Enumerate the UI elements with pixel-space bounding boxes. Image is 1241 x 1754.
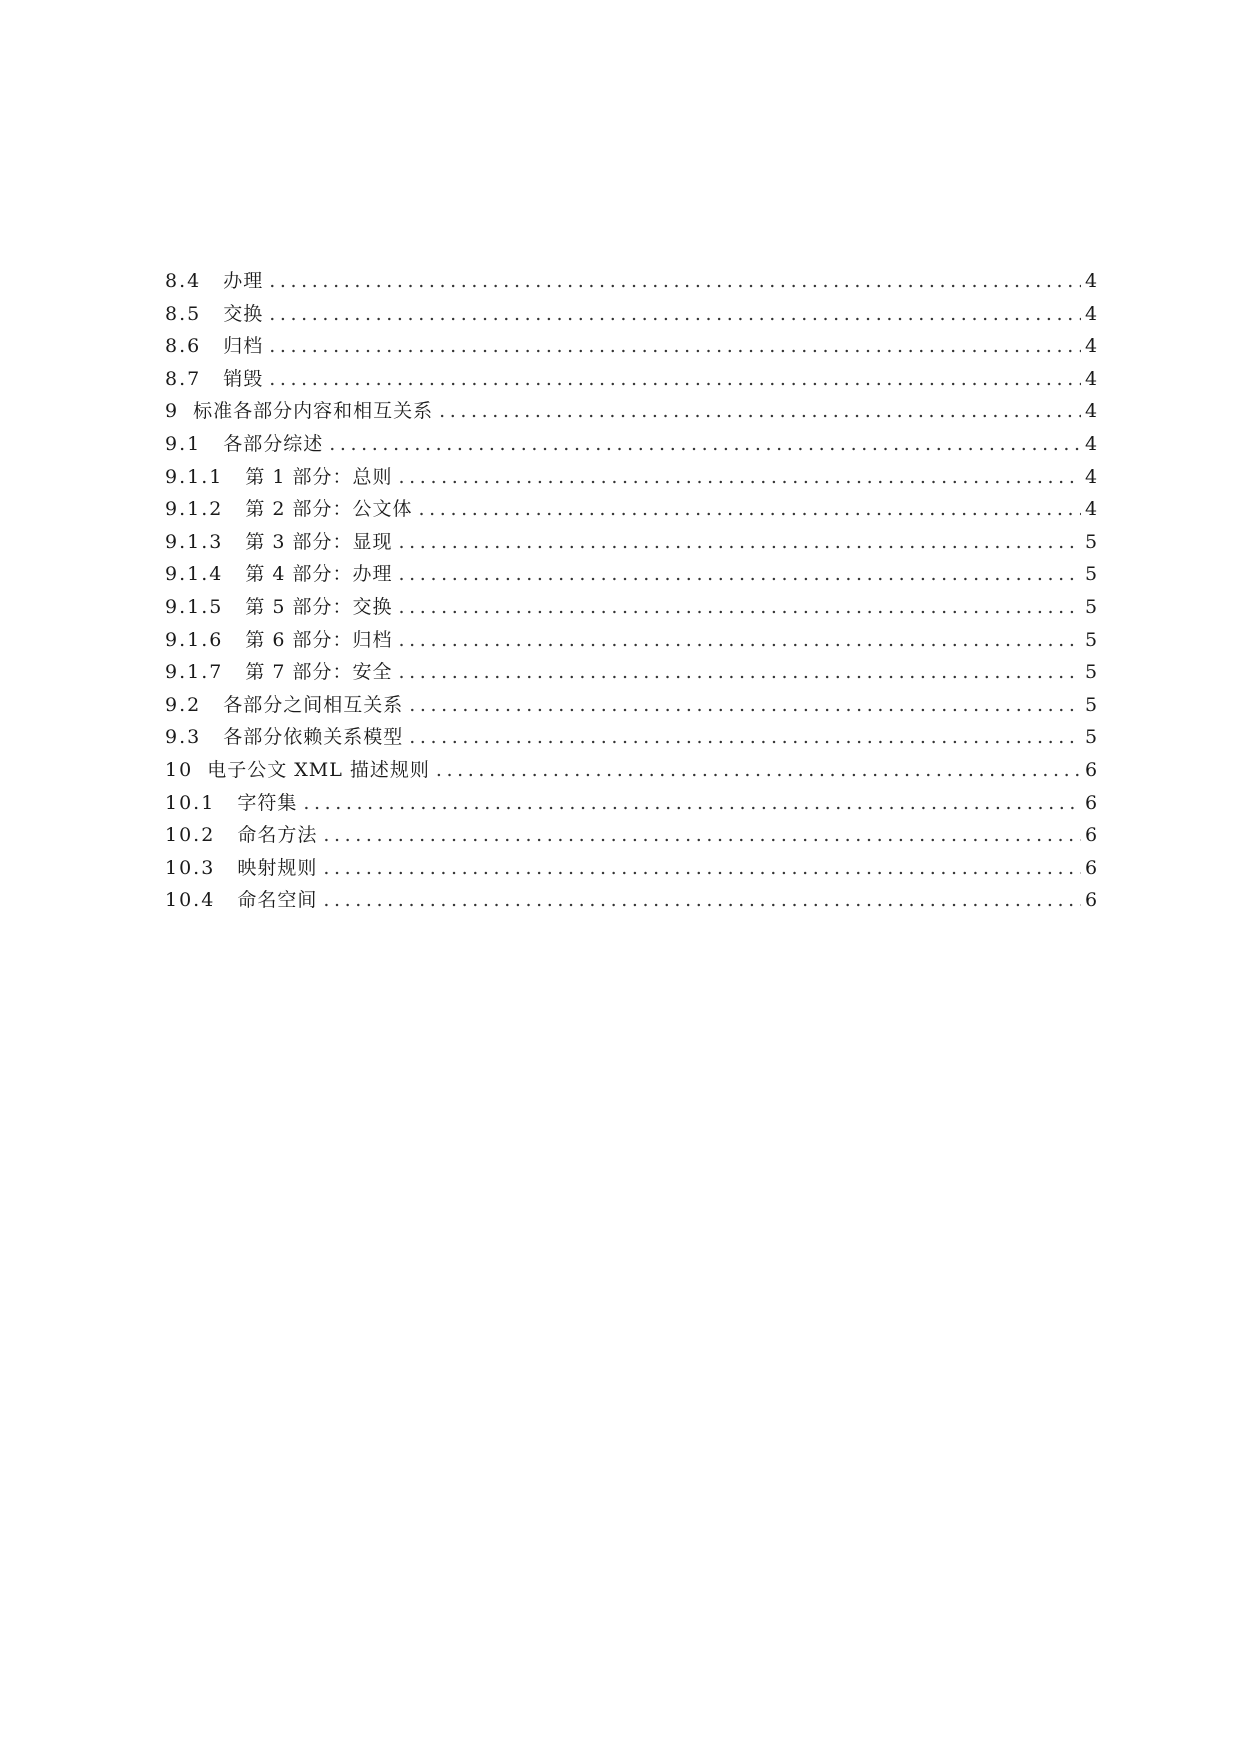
toc-section-title: 映射规则 bbox=[237, 856, 318, 879]
toc-entry bbox=[165, 526, 1097, 559]
toc-entry bbox=[165, 461, 1097, 494]
toc-entry bbox=[165, 884, 1097, 917]
toc-dot-leader bbox=[399, 591, 1081, 624]
toc-section-title: 归档 bbox=[223, 335, 264, 358]
toc-page-number: 5 bbox=[1085, 595, 1098, 618]
toc-dot-leader bbox=[269, 363, 1081, 396]
toc-page-number: 6 bbox=[1085, 889, 1098, 912]
toc-entry bbox=[165, 558, 1097, 591]
toc-section-number: 10 bbox=[165, 758, 194, 781]
toc-page-number: 6 bbox=[1085, 791, 1098, 814]
toc-entry bbox=[165, 265, 1097, 298]
toc-section-number: 10.2 bbox=[165, 824, 216, 847]
toc-dot-leader bbox=[323, 819, 1081, 852]
toc-entry bbox=[165, 395, 1097, 428]
toc-section-number: 10.4 bbox=[165, 889, 216, 912]
toc-page-number: 6 bbox=[1085, 758, 1098, 781]
toc-entry bbox=[165, 689, 1097, 722]
toc-page-number: 5 bbox=[1085, 628, 1098, 651]
toc-section-number: 10.3 bbox=[165, 856, 216, 879]
toc-section-title: 各部分依赖关系模型 bbox=[223, 726, 404, 749]
toc-section-title: 第 6 部分：归档 bbox=[245, 628, 393, 651]
table-of-contents bbox=[165, 265, 1097, 917]
toc-section-number: 9.1.5 bbox=[165, 595, 224, 618]
toc-section-number: 9.1.7 bbox=[165, 661, 224, 684]
toc-page-number: 4 bbox=[1085, 302, 1098, 325]
toc-dot-leader bbox=[439, 395, 1081, 428]
toc-section-number: 9.1.2 bbox=[165, 498, 224, 521]
toc-dot-leader bbox=[436, 754, 1081, 787]
toc-dot-leader bbox=[409, 689, 1081, 722]
toc-page-number: 5 bbox=[1085, 726, 1098, 749]
toc-page-number: 4 bbox=[1085, 400, 1098, 423]
toc-section-title: 各部分之间相互关系 bbox=[223, 693, 404, 716]
toc-dot-leader bbox=[399, 461, 1081, 494]
toc-section-number: 10.1 bbox=[165, 791, 216, 814]
toc-page-number: 5 bbox=[1085, 530, 1098, 553]
toc-section-title: 第 4 部分：办理 bbox=[245, 563, 393, 586]
toc-section-number: 9 bbox=[165, 400, 180, 423]
toc-dot-leader bbox=[323, 884, 1081, 917]
toc-page-number: 5 bbox=[1085, 661, 1098, 684]
toc-section-title: 办理 bbox=[223, 270, 264, 292]
toc-section-title: 第 1 部分：总则 bbox=[245, 465, 393, 488]
toc-entry bbox=[165, 754, 1097, 787]
toc-dot-leader bbox=[399, 526, 1081, 559]
toc-section-title: 命名空间 bbox=[237, 889, 318, 912]
toc-dot-leader bbox=[303, 787, 1081, 820]
toc-dot-leader bbox=[269, 265, 1081, 298]
toc-page-number: 6 bbox=[1085, 856, 1098, 879]
toc-section-number: 9.1.3 bbox=[165, 530, 224, 553]
toc-page-number: 4 bbox=[1085, 465, 1098, 488]
toc-section-title: 第 7 部分：安全 bbox=[245, 661, 393, 684]
toc-page-number: 4 bbox=[1085, 432, 1098, 455]
toc-section-number: 8.5 bbox=[165, 302, 202, 325]
toc-section-number: 9.3 bbox=[165, 726, 202, 749]
toc-page-number: 5 bbox=[1085, 563, 1098, 586]
toc-section-number: 8.6 bbox=[165, 335, 202, 358]
toc-section-number: 8.7 bbox=[165, 367, 202, 390]
toc-section-number: 9.1.1 bbox=[165, 465, 224, 488]
toc-page-number: 4 bbox=[1085, 367, 1098, 390]
toc-entry bbox=[165, 493, 1097, 526]
toc-page-number: 4 bbox=[1085, 335, 1098, 358]
toc-page-number: 4 bbox=[1085, 498, 1098, 521]
toc-section-number: 9.2 bbox=[165, 693, 202, 716]
toc-section-title: 命名方法 bbox=[237, 824, 318, 847]
toc-dot-leader bbox=[399, 624, 1081, 657]
toc-entry bbox=[165, 363, 1097, 396]
toc-entry bbox=[165, 721, 1097, 754]
toc-entry bbox=[165, 428, 1097, 461]
toc-entry bbox=[165, 787, 1097, 820]
toc-section-number: 9.1.4 bbox=[165, 563, 224, 586]
toc-page-number: 6 bbox=[1085, 824, 1098, 847]
toc-entry bbox=[165, 852, 1097, 885]
toc-dot-leader bbox=[419, 493, 1081, 526]
toc-section-title: 第 3 部分：显现 bbox=[245, 530, 393, 553]
toc-section-title: 第 2 部分：公文体 bbox=[245, 498, 413, 521]
toc-section-title: 字符集 bbox=[237, 791, 298, 814]
toc-section-number: 9.1 bbox=[165, 432, 202, 455]
toc-section-title: 第 5 部分：交换 bbox=[245, 595, 393, 618]
toc-entry bbox=[165, 591, 1097, 624]
toc-section-title: 交换 bbox=[223, 302, 264, 325]
toc-section-title: 销毁 bbox=[223, 367, 264, 390]
toc-page-number: 4 bbox=[1085, 270, 1098, 292]
toc-dot-leader bbox=[409, 721, 1081, 754]
toc-entry bbox=[165, 298, 1097, 331]
toc-section-title: 电子公文 XML 描述规则 bbox=[207, 758, 430, 781]
toc-entry bbox=[165, 656, 1097, 689]
toc-dot-leader bbox=[329, 428, 1081, 461]
toc-dot-leader bbox=[399, 558, 1081, 591]
toc-dot-leader bbox=[269, 330, 1081, 363]
toc-section-title: 标准各部分内容和相互关系 bbox=[193, 400, 434, 423]
toc-entry bbox=[165, 330, 1097, 363]
toc-entry bbox=[165, 624, 1097, 657]
toc-dot-leader bbox=[399, 656, 1081, 689]
toc-entry bbox=[165, 819, 1097, 852]
toc-dot-leader bbox=[269, 298, 1081, 331]
toc-section-number: 8.4 bbox=[165, 270, 202, 292]
toc-dot-leader bbox=[323, 852, 1081, 885]
toc-section-title: 各部分综述 bbox=[223, 432, 324, 455]
toc-page-number: 5 bbox=[1085, 693, 1098, 716]
toc-section-number: 9.1.6 bbox=[165, 628, 224, 651]
